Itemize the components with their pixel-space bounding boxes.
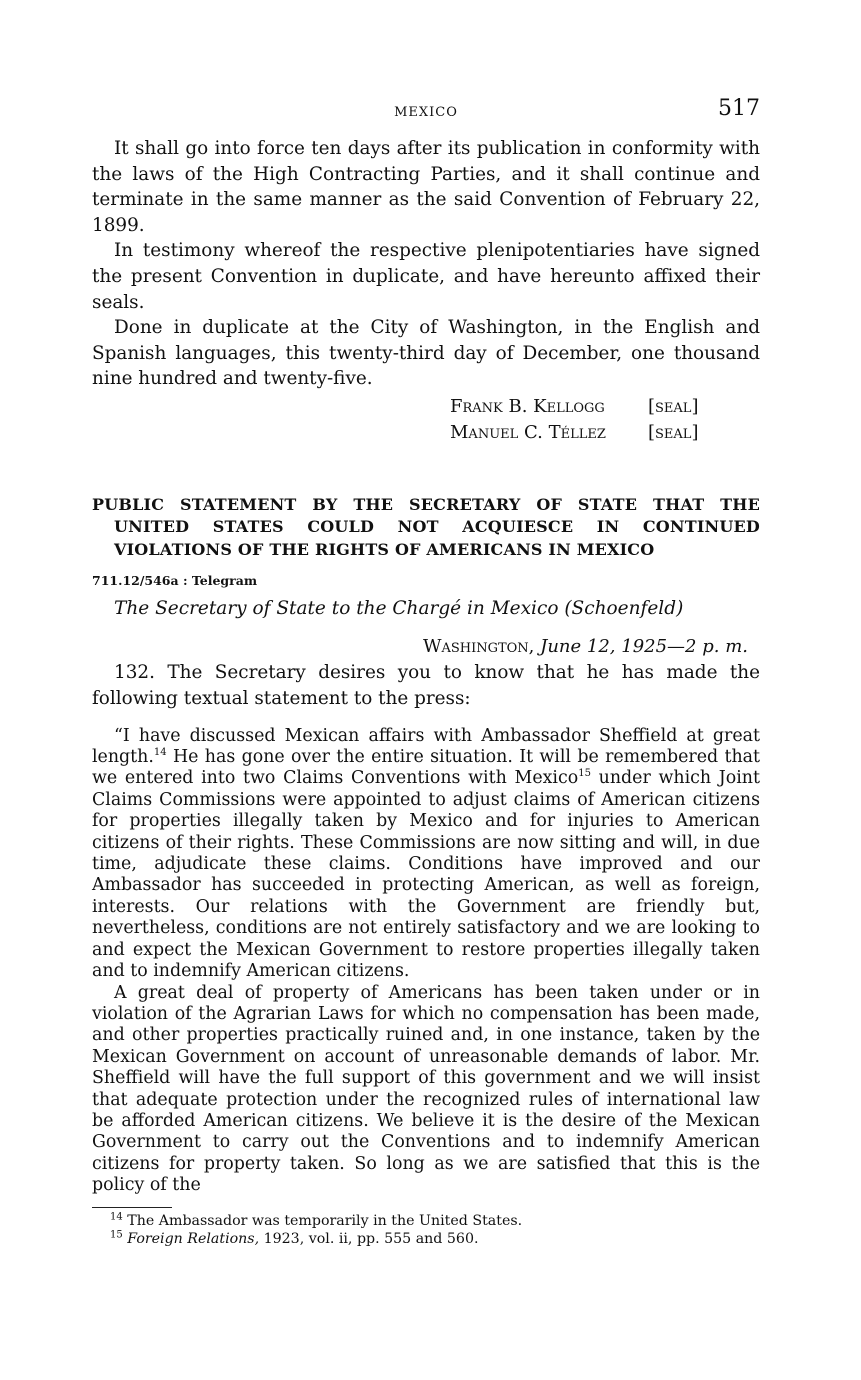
statement-paragraph: A great deal of property of Americans has been taken under or in violation of the Agrarian Laws for which no compensation has been made, and other properties practically ruined and, in one instance, taken by the Mexican Government on account of unreasonable demands of labor. Mr. Sheffield will have the full support of this government and we will insist that adequate protection under the recognized rules of international law be afforded American citizens. We believe it is the desire of the Mexican Government to carry out the Conventions and to indemnify American citizens for property taken. So long as we are satisfied that this is the policy of the — [92, 982, 760, 1196]
seal-mark: [seal] — [648, 421, 699, 443]
convention-paragraph: Done in duplicate at the City of Washington, in the English and Spanish languages, this twenty-third day of December, one thousand nine hundred and twenty-five. — [92, 317, 760, 390]
footnote-citation-title: Foreign Relations, — [127, 1230, 260, 1247]
dateline-date: June 12, 1925—2 p. m. — [540, 636, 748, 658]
running-title: MEXICO — [394, 105, 458, 120]
seal-mark: [seal] — [648, 395, 699, 417]
statement-paragraph — [92, 726, 760, 983]
press-statement — [92, 726, 760, 1197]
document-title: The Secretary of State to the Chargé in Mexico (Schoenfeld) — [114, 598, 684, 620]
convention-paragraph: It shall go into force ten days after its publication in conformity with the laws of the High Contracting Parties, and it shall continue and terminate in the same manner as the said Convention of February 22, 1899. — [92, 138, 760, 236]
telegram-intro: 132. The Secretary desires you to know that he has made the following textual statement to the press: — [92, 662, 760, 710]
signatory-name: Manuel C. Téllez — [450, 421, 606, 443]
document-page — [92, 96, 760, 1248]
footnote-number: 15 — [110, 1228, 123, 1240]
footnote-text: The Ambassador was temporarily in the United States. — [127, 1212, 523, 1229]
footnote-ref: 15 — [578, 768, 591, 780]
dateline-place: Washington, — [422, 636, 535, 658]
footnote-ref: 14 — [153, 747, 167, 759]
signature-block — [450, 394, 760, 446]
footnote — [92, 1230, 760, 1248]
statement-text: He has gone over the entire situation. It will be remembered that we entered into two Claims Conventions with Mexico — [92, 747, 760, 789]
running-header — [92, 96, 760, 136]
file-reference: 711.12/546a : Telegram — [92, 573, 258, 589]
footnote-divider — [92, 1207, 172, 1208]
footnote-citation-detail: 1923, vol. ii, pp. 555 and 560. — [259, 1230, 479, 1247]
dateline — [92, 634, 760, 660]
page-number: 517 — [718, 96, 760, 121]
signatory-name: Frank B. Kellogg — [450, 395, 605, 417]
footnote-number: 14 — [110, 1210, 123, 1222]
statement-text: “I have discussed Mexican affairs with Ambassador Sheffield at great length. — [92, 725, 760, 768]
statement-text: under which Joint Claims Commissions were appointed to adjust claims of American citizens for properties illegally taken by Mexico and for injuries to American citizens of their rights. These Commissions are now sitting and will, in due time, adjudicate these claims. Conditions have improved and our Ambassador has succeeded in protecting American, as well as foreign, interests. Our relations with the Government are friendly but, nevertheless, conditions are not entirely satisfactory and we are looking to and expect the Mexican Government to restore properties illegally taken and to indemnify American citizens. — [92, 768, 760, 982]
footnote — [92, 1212, 760, 1230]
section-heading: PUBLIC STATEMENT BY THE SECRETARY OF STATE THAT THE UNITED STATES COULD NOT ACQUIESCE IN CONTINUED VIOLATIONS OF THE RIGHTS OF AMERICANS IN MEXICO — [92, 494, 760, 559]
signatory-row — [450, 394, 760, 420]
convention-paragraph: In testimony whereof the respective plenipotentiaries have signed the present Convention in duplicate, and have hereunto affixed their seals. — [92, 240, 760, 313]
signatory-row — [450, 420, 760, 446]
